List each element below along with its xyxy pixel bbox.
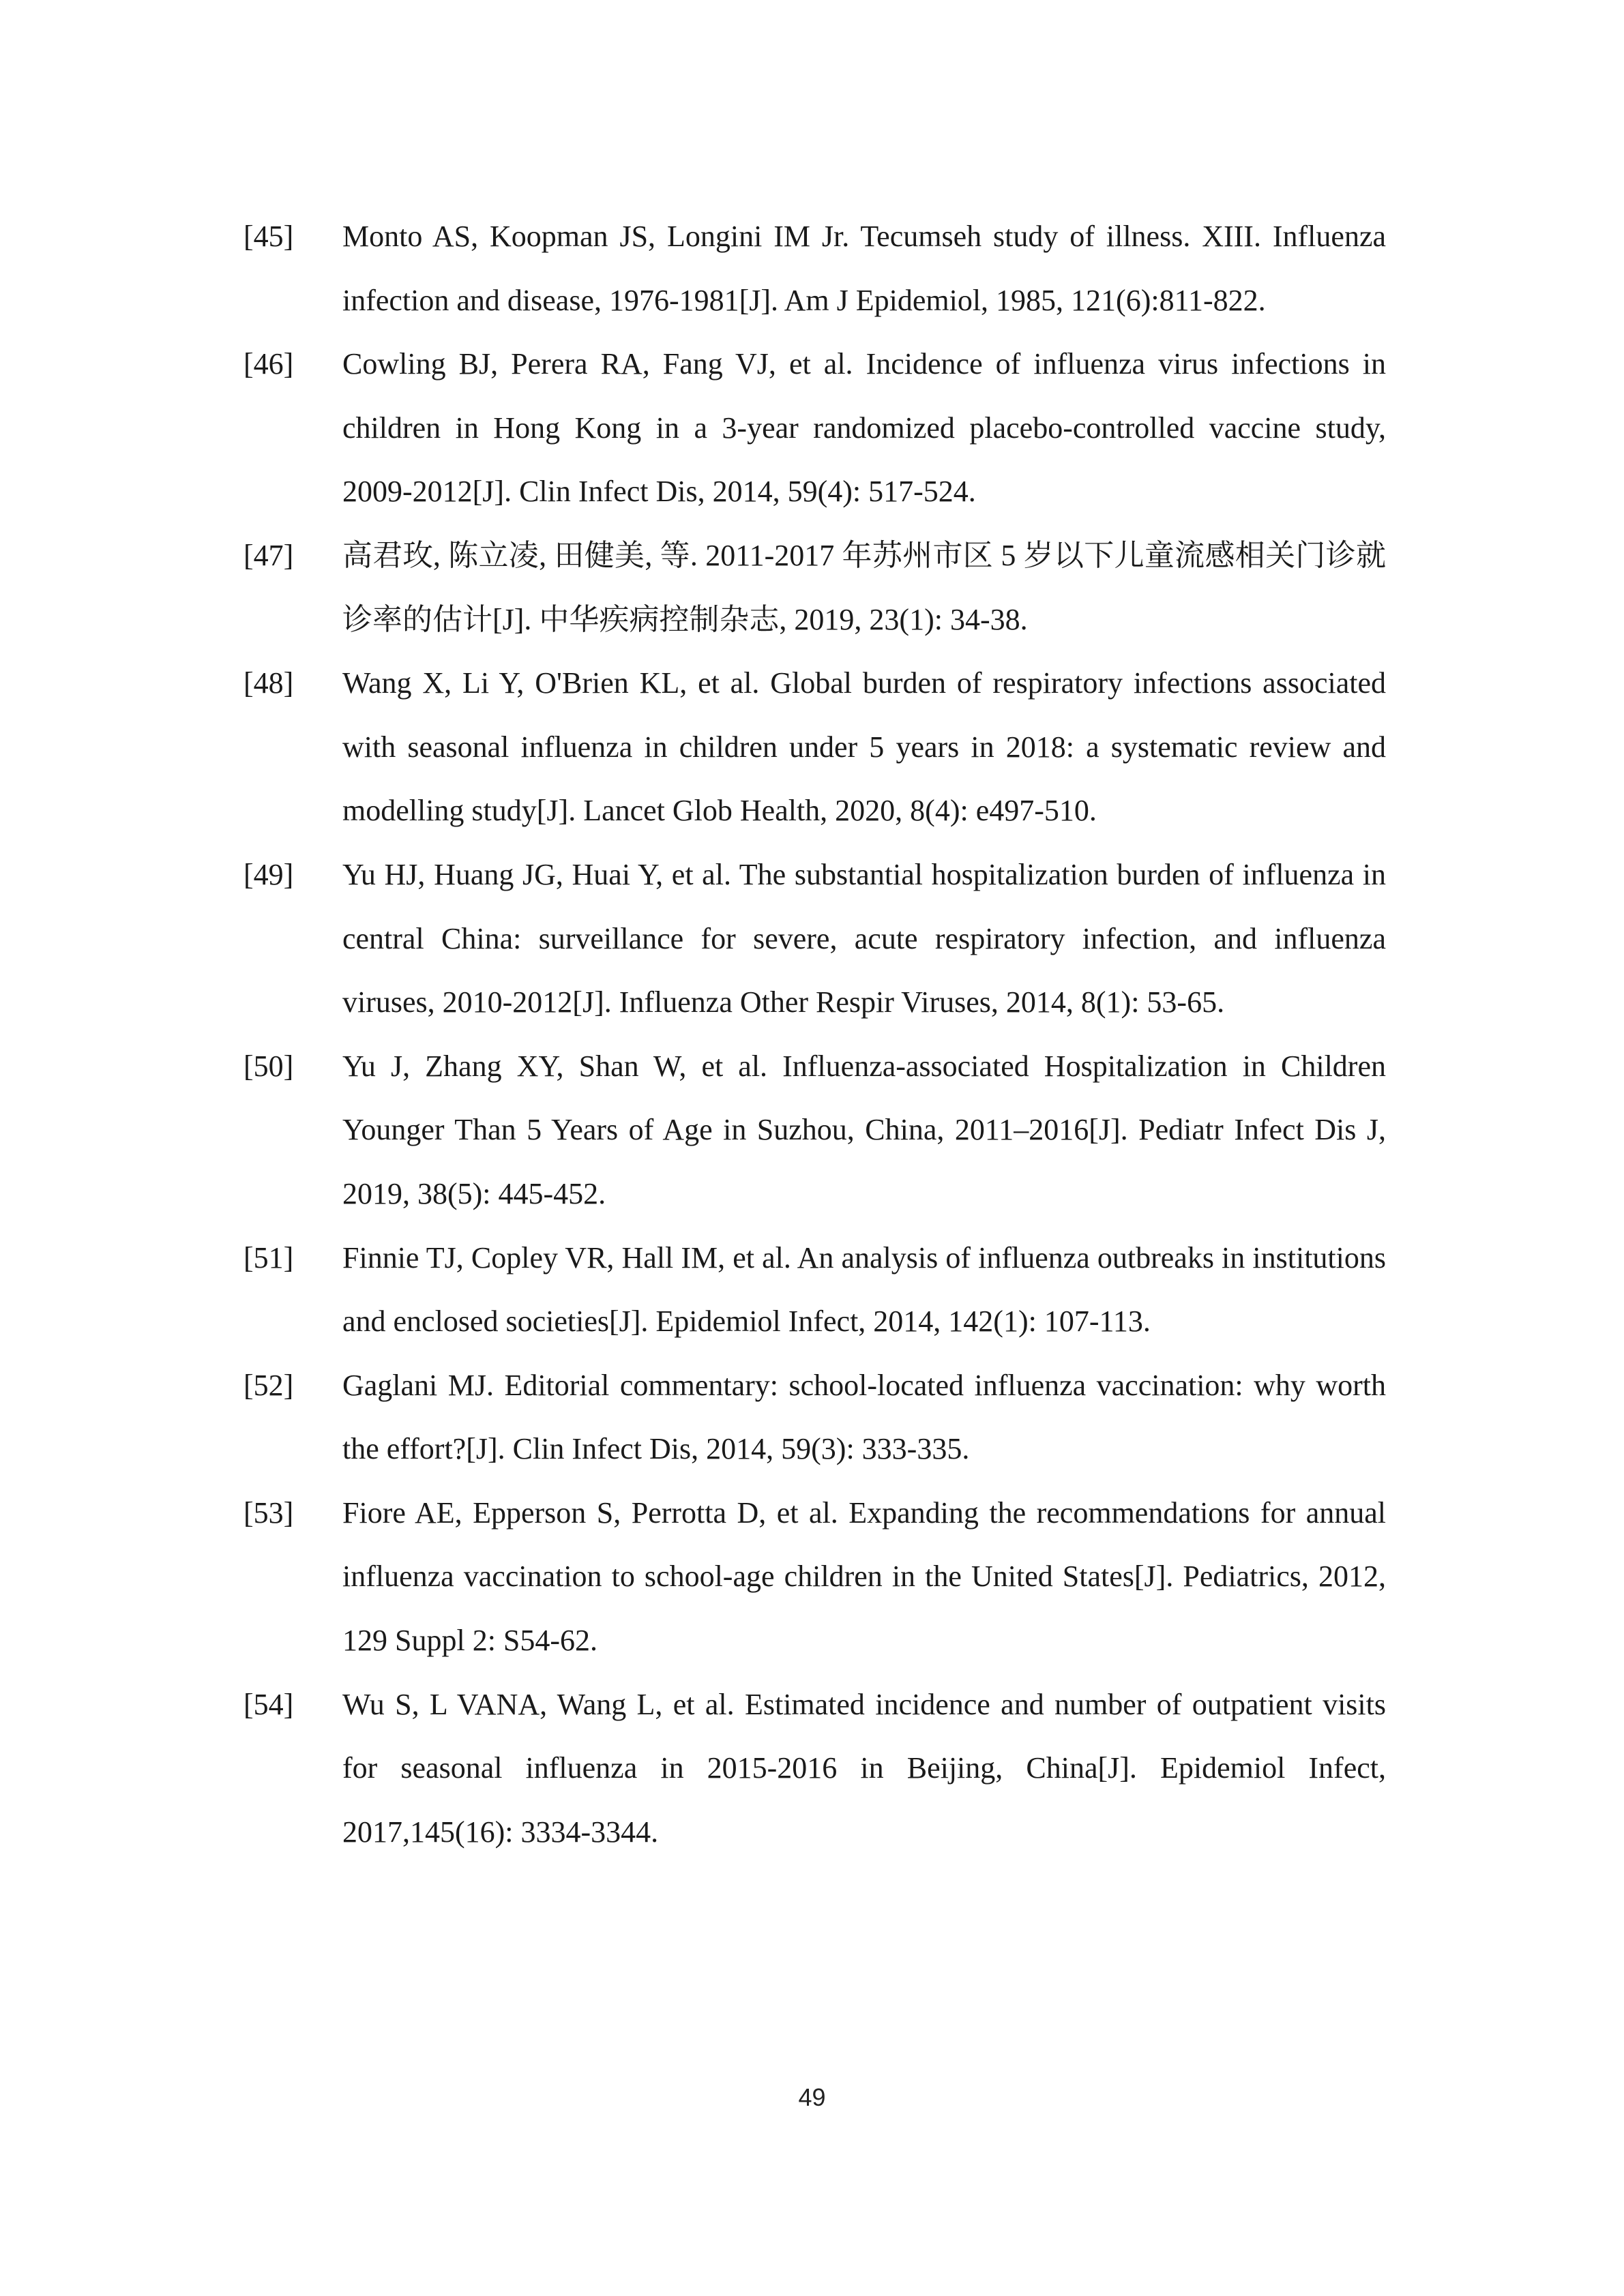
- reference-item: [243, 843, 1386, 1034]
- page-number: 49: [798, 2083, 826, 2111]
- reference-number: [49]: [243, 857, 294, 891]
- reference-list: [243, 205, 1386, 1864]
- reference-item: [243, 524, 1386, 651]
- reference-item: [243, 1226, 1386, 1354]
- reference-text: Wu S, L VANA, Wang L, et al. Estimated incidence and number of outpatient visits for seasonal influenza in 2015-2016 in Beijing, China[J]. Epidemiol Infect, 2017,145(16): 3334-3344.: [342, 1687, 1386, 1849]
- reference-number: [53]: [243, 1495, 294, 1530]
- reference-text: Cowling BJ, Perera RA, Fang VJ, et al. Incidence of influenza virus infections in children in Hong Kong in a 3-year randomized placebo-controlled vaccine study, 2009-2012[J]. Clin Infect Dis, 2014, 59(4): 517-524.: [342, 347, 1386, 509]
- reference-number: [54]: [243, 1687, 294, 1721]
- reference-item: [243, 332, 1386, 524]
- reference-item: [243, 651, 1386, 843]
- reference-text: Fiore AE, Epperson S, Perrotta D, et al. Expanding the recommendations for annual influenza vaccination to school-age children in the United States[J]. Pediatrics, 2012, 129 Suppl 2: S54-62.: [342, 1495, 1386, 1658]
- reference-number: [51]: [243, 1240, 294, 1274]
- reference-number: [48]: [243, 666, 294, 700]
- reference-item: [243, 1673, 1386, 1864]
- reference-text: Yu HJ, Huang JG, Huai Y, et al. The substantial hospitalization burden of influenza in central China: surveillance for severe, acute respiratory infection, and influenza viruses, 2010-2012[J]. Influenza Other Respir Viruses, 2014, 8(1): 53-65.: [342, 857, 1386, 1019]
- reference-number: [45]: [243, 220, 294, 253]
- reference-item: [243, 205, 1386, 332]
- reference-number: [47]: [243, 538, 294, 572]
- reference-number: [50]: [243, 1049, 294, 1083]
- reference-text: Monto AS, Koopman JS, Longini IM Jr. Tecumseh study of illness. XIII. Influenza infection and disease, 1976-1981[J]. Am J Epidemiol, 1985, 121(6):811-822.: [342, 220, 1386, 317]
- reference-number: [52]: [243, 1368, 294, 1402]
- reference-text: Wang X, Li Y, O'Brien KL, et al. Global burden of respiratory infections associated with seasonal influenza in children under 5 years in 2018: a systematic review and modelling study[J]. Lancet Glob Health, 2020, 8(4): e497-510.: [342, 666, 1386, 828]
- reference-number: [46]: [243, 347, 294, 381]
- reference-text: Gaglani MJ. Editorial commentary: school-located influenza vaccination: why worth the effort?[J]. Clin Infect Dis, 2014, 59(3): 333-335.: [342, 1368, 1386, 1466]
- reference-text: Yu J, Zhang XY, Shan W, et al. Influenza-associated Hospitalization in Children Younger Than 5 Years of Age in Suzhou, China, 2011–2016[J]. Pediatr Infect Dis J, 2019, 38(5): 445-452.: [342, 1049, 1386, 1210]
- reference-item: [243, 1481, 1386, 1673]
- reference-item: [243, 1034, 1386, 1226]
- reference-item: [243, 1354, 1386, 1481]
- reference-text: 高君玫, 陈立凌, 田健美, 等. 2011-2017 年苏州市区 5 岁以下儿童流感相关门诊就诊率的估计[J]. 中华疾病控制杂志, 2019, 23(1): 34-38.: [342, 538, 1386, 636]
- reference-text: Finnie TJ, Copley VR, Hall IM, et al. An analysis of influenza outbreaks in institutions and enclosed societies[J]. Epidemiol Infect, 2014, 142(1): 107-113.: [342, 1240, 1386, 1339]
